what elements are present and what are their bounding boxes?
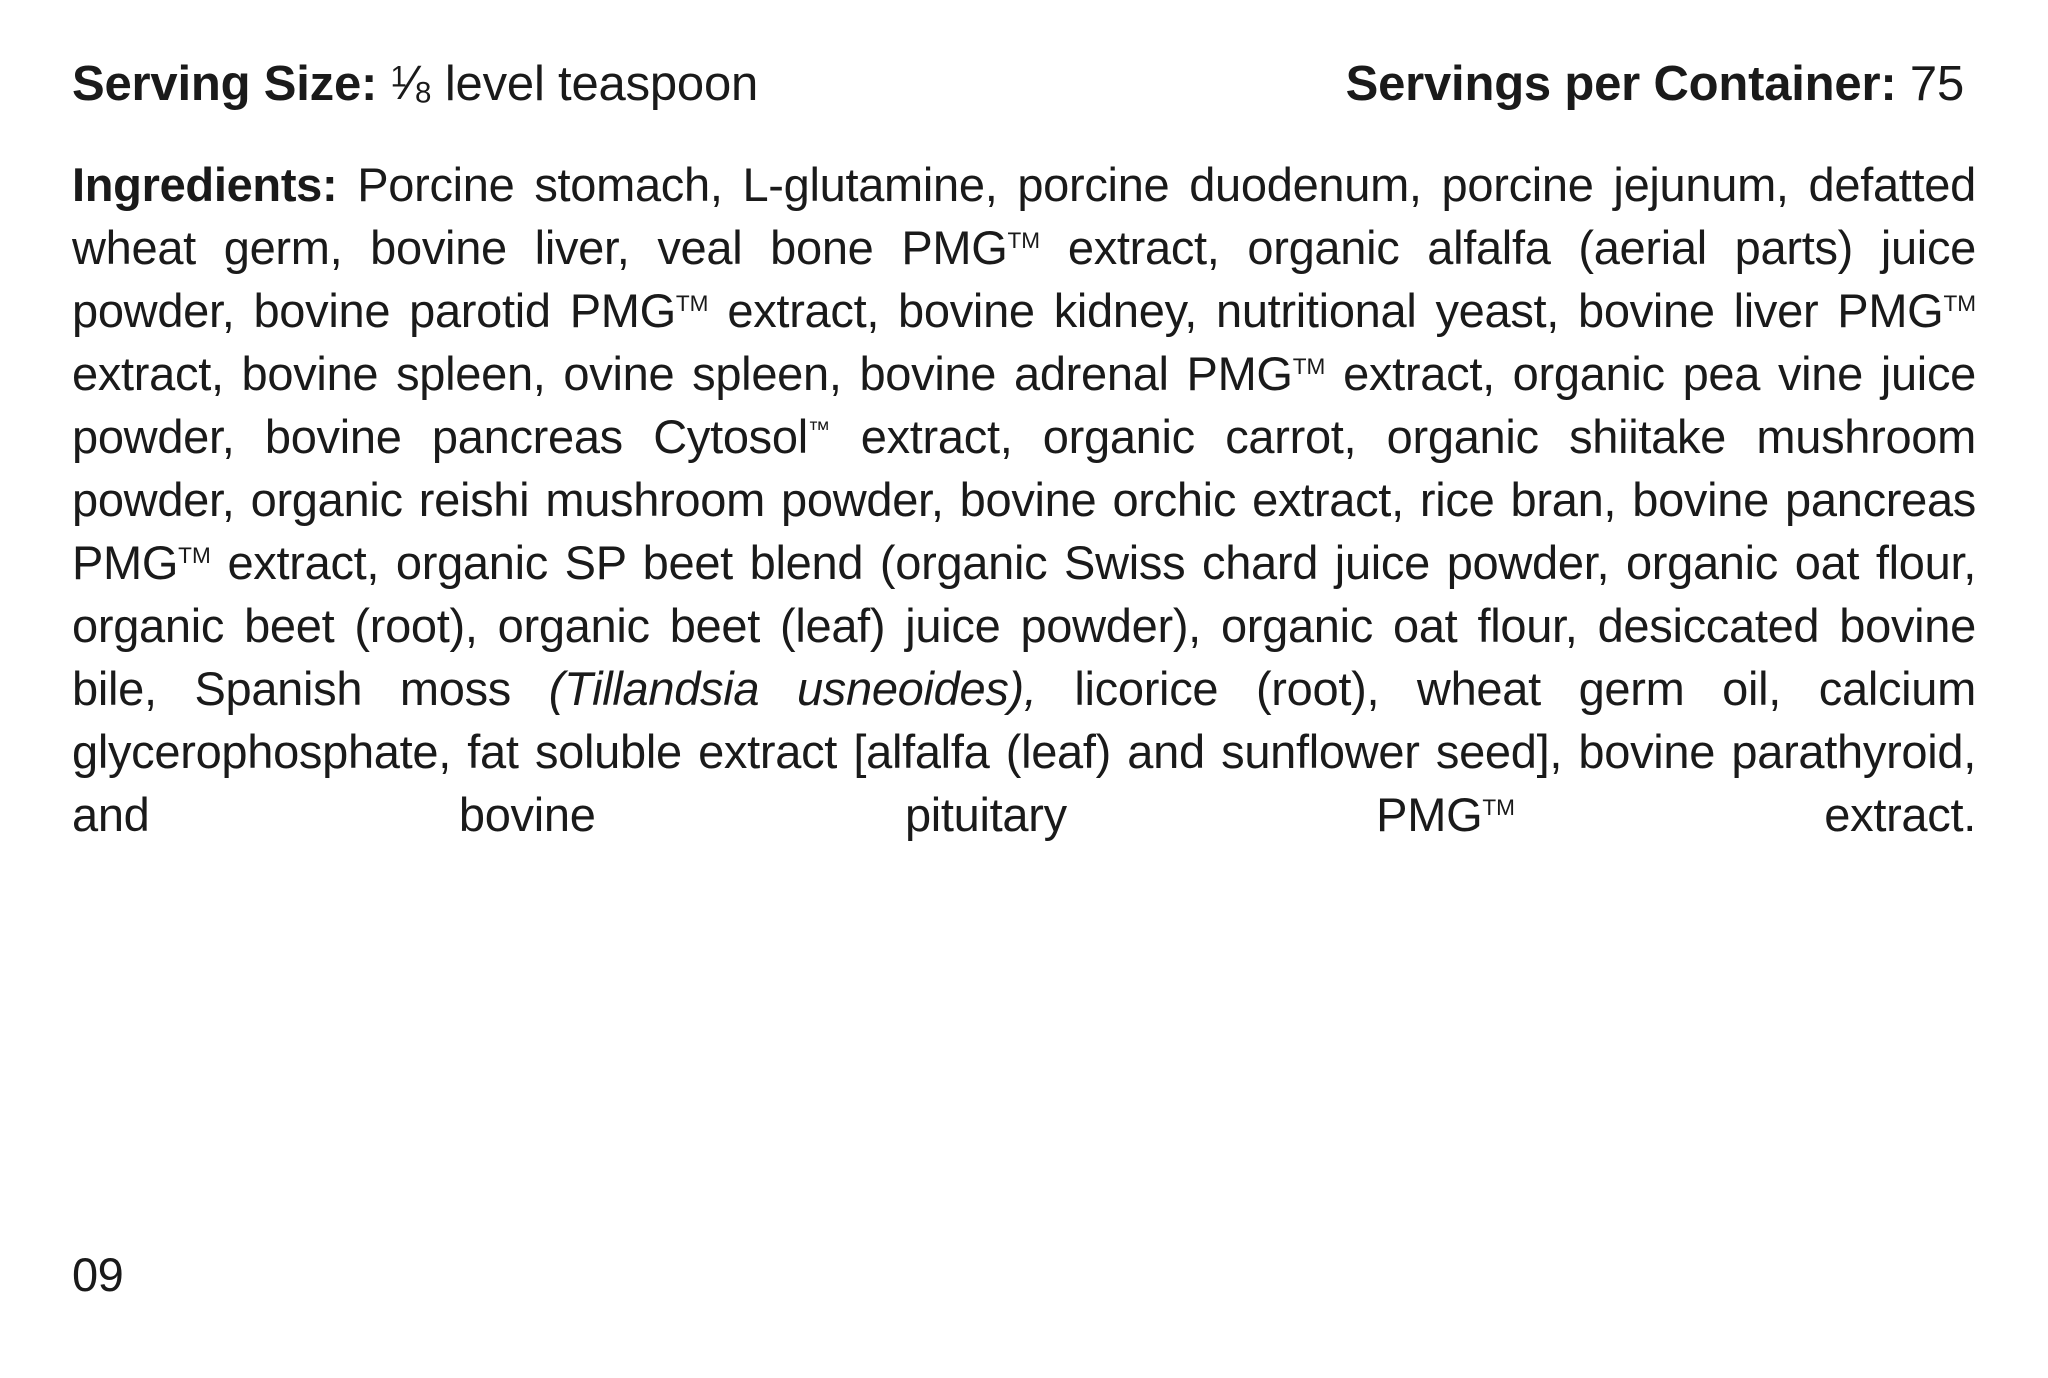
serving-size-group (72, 58, 758, 112)
fraction-slash: ⁄ (406, 56, 416, 110)
page-number: 09 (72, 1248, 124, 1301)
trademark-icon: TM (178, 542, 211, 568)
fraction-denominator: 8 (415, 76, 432, 110)
trademark-icon: TM (1943, 290, 1976, 316)
trademark-icon: ™ (807, 416, 831, 442)
ingredients-segment-9: licorice (root), wheat germ oil, calcium glycerophosphate, fat soluble extract [alfalfa (leaf) and sunflower seed], bovine parathyroid, and bovine pituitary PMG (72, 661, 1976, 841)
serving-size-fraction (391, 57, 432, 110)
servings-per-container-group (1346, 58, 1964, 112)
ingredients-segment-6: extract, organic carrot, organic shiitake mushroom powder, organic reishi mushroom powder, bovine orchic extract, rice bran, bovine pancreas PMG (72, 409, 1976, 589)
trademark-icon: TM (675, 290, 709, 316)
ingredients-segment-3: extract, bovine kidney, nutritional yeast, bovine liver PMG (727, 283, 1944, 337)
serving-info-row (72, 58, 1976, 112)
ingredients-label: Ingredients: (72, 157, 338, 211)
servings-per-container-label: Servings per Container: (1345, 57, 1897, 111)
trademark-icon: TM (1007, 227, 1041, 253)
ingredients-segment-7: extract, organic SP beet blend (organic Swiss chard juice powder, organic oat flour, organic beet (root), organic beet (leaf) juice powder), organic oat flour, desiccated bovine bile, Spanish moss (72, 535, 1976, 715)
ingredients-segment-4: extract, bovine spleen, ovine spleen, bovine adrenal PMG (72, 346, 1293, 400)
ingredients-segment-2: extract, organic alfalfa (aerial parts) juice powder, bovine parotid PMG (72, 220, 1976, 337)
ingredients-segment-1: Porcine stomach, L-glutamine, porcine duodenum, porcine jejunum, defatted wheat germ, bovine liver, veal bone PMG (72, 157, 1976, 274)
servings-per-container-value: 75 (1909, 57, 1964, 111)
ingredients-paragraph (72, 154, 1976, 910)
trademark-icon: TM (1292, 353, 1326, 379)
ingredients-segment-10: extract. (1824, 787, 1976, 841)
serving-size-label: Serving Size: (72, 57, 378, 111)
ingredients-botanical-name: (Tillandsia usneoides), (548, 661, 1037, 715)
ingredients-segment-5: extract, organic pea vine juice powder, bovine pancreas Cytosol (72, 346, 1976, 463)
fraction-numerator: 1 (390, 60, 407, 94)
serving-size-value: level teaspoon (444, 57, 759, 111)
trademark-icon: TM (1482, 794, 1515, 820)
